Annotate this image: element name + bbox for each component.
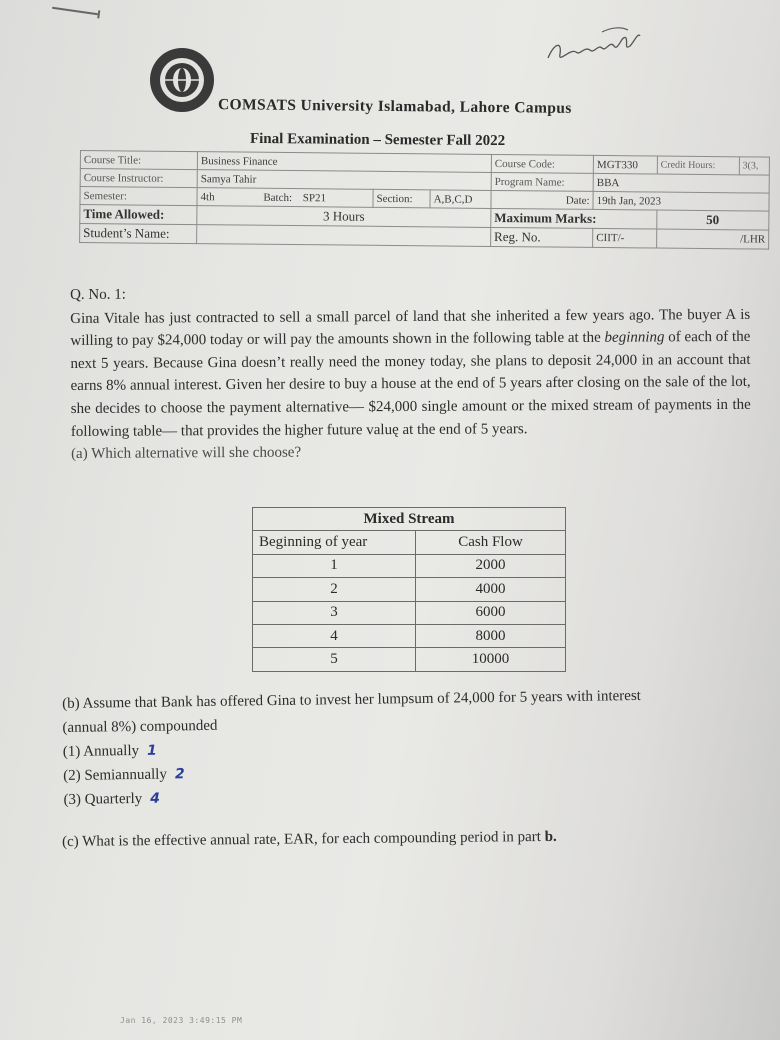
semester-label: Semester:	[80, 187, 197, 206]
handwritten-note: 4	[150, 790, 161, 807]
signature-scribble	[540, 18, 650, 68]
cash-cell: 6000	[416, 601, 566, 624]
cash-cell: 2000	[416, 554, 566, 577]
question-text	[70, 303, 751, 443]
course-code: MGT330	[593, 155, 657, 174]
cash-cell: 4000	[416, 578, 566, 601]
section: A,B,C,D	[430, 190, 491, 209]
time-allowed-label: Time Allowed:	[80, 205, 197, 225]
part-a: (a) Which alternative will she choose?	[70, 444, 302, 463]
date-label: Date:	[565, 194, 590, 207]
student-name-label: Student’s Name:	[80, 224, 197, 244]
table-row	[253, 601, 566, 624]
semester-value: 4th	[200, 190, 215, 203]
table-row	[253, 648, 566, 671]
table-title: Mixed Stream	[253, 508, 566, 531]
part-c-text: (c) What is the effective annual rate, EAR, for each compounding period in part	[62, 828, 545, 850]
reg-no-prefix: CIIT/-	[593, 228, 657, 248]
section-label: Section:	[373, 189, 430, 208]
col-header-cash: Cash Flow	[416, 531, 566, 554]
table-row	[253, 531, 566, 554]
exam-info-table	[79, 150, 770, 250]
cash-cell: 8000	[416, 624, 566, 647]
part-b-line-1: (b) Assume that Bank has offered Gina to invest her lumpsum of 24,000 for 5 years with interest	[62, 687, 642, 712]
university-logo	[148, 46, 216, 114]
table-row	[253, 554, 566, 577]
table-row	[253, 624, 566, 647]
credit-hours: 3(3,	[739, 157, 770, 175]
part-b	[62, 682, 754, 812]
date-cell	[491, 190, 593, 209]
question-body-2: of each of the next 5 years. Because Gina doesn’t really need the money today, she plans to deposit 24,000 in an account that earns 8% annual interest. Given her desire to buy a house at the end of 5 years after closing on the sale of the lot, she decides to choose the payment alternative— $24,000 single amount or the mixed stream of payments in the following table— that provides the higher future valuę at the end of 5 years.	[70, 329, 751, 440]
year-cell: 5	[253, 648, 416, 671]
table-row	[253, 578, 566, 601]
question-emphasis: beginning	[604, 329, 665, 346]
batch-label: Batch:	[263, 191, 293, 204]
year-cell: 4	[253, 624, 416, 647]
exam-title: Final Examination – Semester Fall 2022	[249, 130, 506, 150]
max-marks: 50	[656, 210, 768, 230]
reg-no-label: Reg. No.	[490, 227, 592, 247]
option-label: (1) Annually	[62, 742, 140, 760]
part-c-ref: b.	[544, 828, 557, 845]
year-cell: 3	[253, 601, 416, 624]
pen-mark	[52, 7, 98, 15]
program: BBA	[593, 173, 769, 193]
year-cell: 1	[253, 554, 416, 577]
batch: SP21	[302, 191, 327, 204]
course-code-label: Course Code:	[491, 154, 593, 173]
option-label: (3) Quarterly	[63, 790, 143, 808]
year-cell: 2	[253, 578, 416, 601]
table-row	[253, 508, 566, 531]
question-block	[70, 280, 751, 466]
university-name: COMSATS University Islamabad, Lahore Campus	[217, 96, 572, 117]
handwritten-note: 2	[174, 766, 185, 783]
part-c	[62, 829, 557, 851]
student-name	[197, 225, 491, 247]
col-header-year: Beginning of year	[253, 531, 416, 554]
date: 19th Jan, 2023	[593, 191, 769, 211]
option-label: (2) Semiannually	[63, 766, 168, 784]
instructor: Samya Tahir	[197, 170, 491, 191]
handwritten-note: 1	[146, 742, 157, 759]
credit-hours-label: Credit Hours:	[657, 156, 739, 175]
reg-no-suffix: /LHR	[656, 229, 768, 249]
instructor-label: Course Instructor:	[80, 169, 197, 188]
question-body-1: Gina Vitale has just contracted to sell a small parcel of land that she inherited a few years ago. The buyer A is willing to pay $24,000 today or will pay the amounts shown in the following table at the	[70, 306, 751, 350]
cash-cell: 10000	[416, 648, 566, 671]
photo-timestamp: Jan 16, 2023 3:49:15 PM	[120, 1016, 243, 1025]
course-title-label: Course Title:	[80, 151, 197, 170]
program-label: Program Name:	[491, 172, 593, 191]
max-marks-label: Maximum Marks:	[491, 208, 657, 229]
course-title: Business Finance	[197, 152, 491, 173]
mixed-stream-table	[252, 507, 566, 672]
semester	[197, 188, 373, 208]
time-allowed: 3 Hours	[197, 206, 491, 228]
question-number: Q. No. 1:	[70, 286, 126, 303]
part-b-line-2: (annual 8%) compounded	[62, 717, 218, 736]
